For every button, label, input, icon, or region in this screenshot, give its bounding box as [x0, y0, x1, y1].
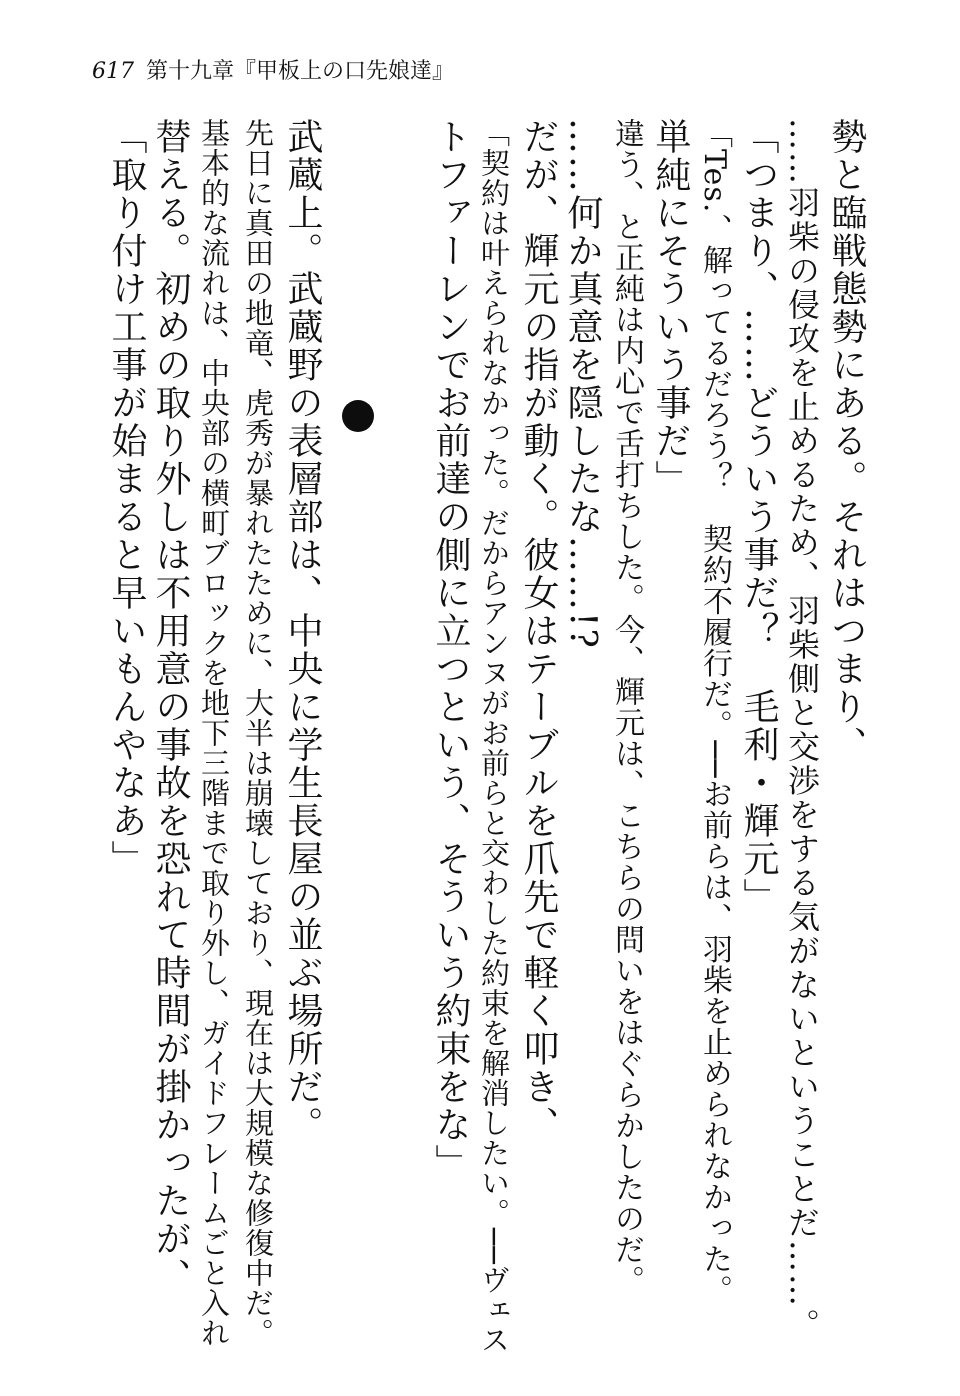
- text-column-13: 基本的な流れは、中央部の横町ブロックを地下三階まで取り外し、ガイドフレームごと入れ: [197, 118, 231, 1348]
- text-column-15: 「取り付け工事が始まると早いもんやなあ」: [106, 118, 147, 878]
- text-column-5: 単純にそういう事だ」: [650, 118, 691, 498]
- text-column-2: ……羽柴の侵攻を止めるため、羽柴側と交渉をする気がないということだ……。: [783, 118, 821, 1342]
- chapter-title: 第十九章『甲板上の口先娘達』: [146, 59, 455, 84]
- text-column-6: 違う、と正純は内心で舌打ちした。今、輝元は、こちらの問いをはぐらかしたのだ。: [609, 118, 644, 1296]
- text-column-7: ……何か真意を隠したな……!?: [562, 118, 603, 650]
- text-column-10: トファーレンでお前達の側に立つという、そういう約束をな」: [430, 118, 471, 1182]
- text-column-9: 「契約は叶えられなかった。だからアンヌがお前らと交わした約束を解消したい。──ヴェス: [477, 118, 511, 1355]
- section-break-dot: [342, 400, 374, 432]
- running-header: [92, 54, 454, 85]
- text-column-4: 「Tes.、解ってるだろう？ 契約不履行だ。──お前らは、羽柴を止められなかった。: [697, 118, 732, 1306]
- page-number: 617: [92, 59, 134, 84]
- text-column-14: 替える。初めの取り外しは不用意の事故を恐れて時間が掛かったが、: [150, 118, 191, 1296]
- text-column-12: 先日に真田の地竜、虎秀が暴れたために、大半は崩壊しており、現在は大規模な修復中だ。: [241, 118, 275, 1348]
- text-column-11: 武蔵上。武蔵野の表層部は、中央に学生長屋の並ぶ場所だ。: [282, 118, 323, 1144]
- text-column-3: 「つまり、……どういう事だ？ 毛利・輝元」: [738, 118, 779, 916]
- text-column-1: 勢と臨戦態勢にある。それはつまり、: [826, 118, 867, 764]
- text-column-8: だが、輝元の指が動く。彼女はテーブルを爪先で軽く叩き、: [518, 118, 559, 1144]
